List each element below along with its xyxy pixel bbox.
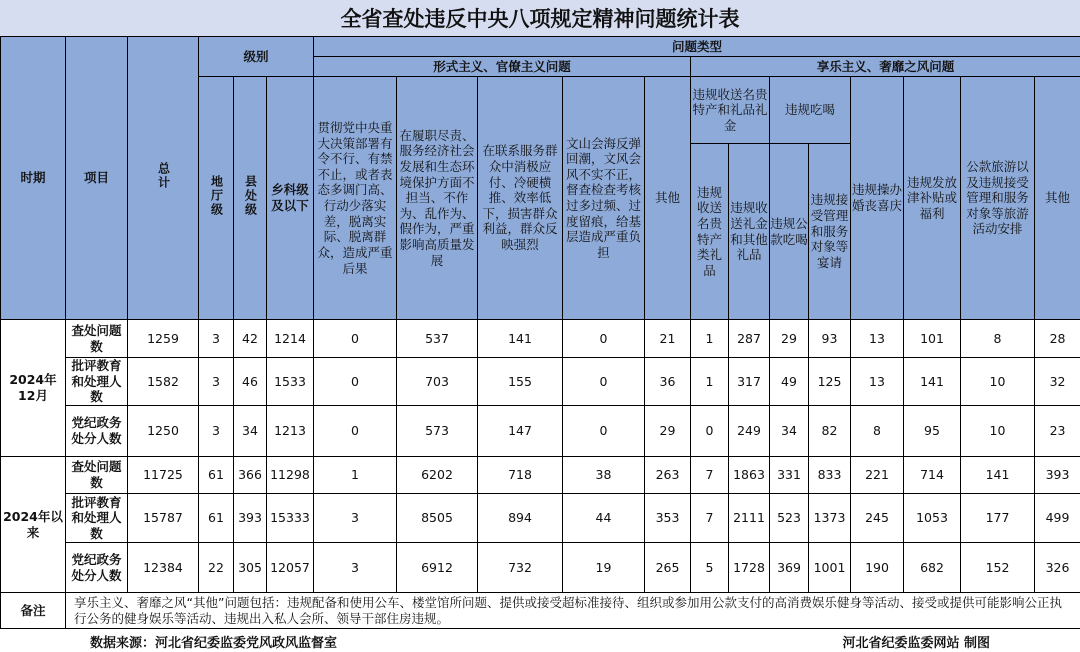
cell: 1728	[729, 543, 770, 593]
header-formalism-other: 其他	[645, 77, 691, 320]
cell: 32	[1035, 358, 1080, 406]
cell: 331	[770, 457, 809, 494]
cell: 718	[478, 457, 563, 494]
cell: 1214	[267, 320, 314, 358]
row-item: 查处问题数	[66, 320, 128, 358]
cell: 682	[904, 543, 961, 593]
cell: 3	[199, 320, 234, 358]
header-gift-cash: 违规收送礼金和其他礼品	[729, 144, 770, 320]
note-row	[1, 593, 1080, 629]
cell: 287	[729, 320, 770, 358]
row-item: 党纪政务处分人数	[66, 543, 128, 593]
table-row	[1, 457, 1080, 494]
cell: 8	[961, 320, 1035, 358]
header-total: 总计	[128, 37, 199, 320]
row-item: 批评教育和处理人数	[66, 494, 128, 543]
cell: 13	[851, 320, 904, 358]
cell: 0	[691, 406, 729, 457]
cell: 8505	[397, 494, 478, 543]
row-item: 查处问题数	[66, 457, 128, 494]
cell: 0	[314, 406, 397, 457]
cell: 1	[691, 358, 729, 406]
cell: 141	[478, 320, 563, 358]
table-row	[1, 358, 1080, 406]
header-hedonism-other: 其他	[1035, 77, 1080, 320]
cell: 1	[691, 320, 729, 358]
cell: 263	[645, 457, 691, 494]
cell: 46	[234, 358, 267, 406]
cell: 13	[851, 358, 904, 406]
header-dining-group: 违规吃喝	[770, 77, 851, 144]
cell: 95	[904, 406, 961, 457]
cell: 190	[851, 543, 904, 593]
cell: 1582	[128, 358, 199, 406]
stats-table	[0, 36, 1080, 629]
cell: 12384	[128, 543, 199, 593]
cell: 147	[478, 406, 563, 457]
row-item: 批评教育和处理人数	[66, 358, 128, 406]
table-row	[1, 543, 1080, 593]
cell: 1259	[128, 320, 199, 358]
cell: 10	[961, 406, 1035, 457]
cell: 101	[904, 320, 961, 358]
cell: 7	[691, 494, 729, 543]
cell: 833	[809, 457, 851, 494]
table-row	[1, 494, 1080, 543]
cell: 0	[314, 358, 397, 406]
cell: 369	[770, 543, 809, 593]
cell: 1053	[904, 494, 961, 543]
header-level-prefecture: 地厅级	[199, 77, 234, 320]
period-label: 2024年12月	[1, 320, 66, 457]
cell: 2111	[729, 494, 770, 543]
footer	[0, 630, 1080, 652]
cell: 3	[199, 358, 234, 406]
cell: 0	[563, 320, 645, 358]
cell: 499	[1035, 494, 1080, 543]
cell: 177	[961, 494, 1035, 543]
cell: 393	[234, 494, 267, 543]
header-formalism-service: 在联系服务群众中消极应付、冷硬横推、效率低下，损害群众利益，群众反映强烈	[478, 77, 563, 320]
cell: 61	[199, 494, 234, 543]
cell: 573	[397, 406, 478, 457]
row-item: 党纪政务处分人数	[66, 406, 128, 457]
header-tourism: 公款旅游以及违规接受管理和服务对象等旅游活动安排	[961, 77, 1035, 320]
cell: 15333	[267, 494, 314, 543]
cell: 152	[961, 543, 1035, 593]
cell: 245	[851, 494, 904, 543]
cell: 1	[314, 457, 397, 494]
cell: 1250	[128, 406, 199, 457]
chart-maker: 河北省纪委监委网站 制图	[842, 635, 990, 651]
cell: 8	[851, 406, 904, 457]
cell: 11725	[128, 457, 199, 494]
cell: 265	[645, 543, 691, 593]
cell: 7	[691, 457, 729, 494]
header-level-county: 县处级	[234, 77, 267, 320]
cell: 1533	[267, 358, 314, 406]
cell: 12057	[267, 543, 314, 593]
cell: 49	[770, 358, 809, 406]
header-dining-banquet: 违规接受管理和服务对象等宴请	[809, 144, 851, 320]
cell: 221	[851, 457, 904, 494]
cell: 326	[1035, 543, 1080, 593]
cell: 1001	[809, 543, 851, 593]
header-dining-public: 违规公款吃喝	[770, 144, 809, 320]
cell: 21	[645, 320, 691, 358]
cell: 29	[770, 320, 809, 358]
page-title: 全省查处违反中央八项规定精神问题统计表	[0, 0, 1080, 37]
cell: 10	[961, 358, 1035, 406]
cell: 732	[478, 543, 563, 593]
cell: 703	[397, 358, 478, 406]
header-formalism-meetings: 文山会海反弹回潮，文风会风不实不正，督查检查考核过多过频、过度留痕，给基层造成严重负担	[563, 77, 645, 320]
cell: 6202	[397, 457, 478, 494]
cell: 1863	[729, 457, 770, 494]
cell: 894	[478, 494, 563, 543]
cell: 38	[563, 457, 645, 494]
note-text: 享乐主义、奢靡之风“其他”问题包括：违规配备和使用公车、楼堂馆所问题、提供或接受超标准接待、组织或参加用公款支付的高消费娱乐健身等活动、接受或提供可能影响公正执行公务的健身娱乐等活动、违规出入私人会所、领导干部住房违规。	[66, 593, 1080, 629]
cell: 3	[314, 543, 397, 593]
cell: 155	[478, 358, 563, 406]
cell: 0	[563, 406, 645, 457]
cell: 3	[314, 494, 397, 543]
header-formalism-decision: 贯彻党中央重大决策部署有令不行、有禁不止，或者表态多调门高、行动少落实差，脱离实际、脱离群众，造成严重后果	[314, 77, 397, 320]
header-hedonism: 享乐主义、奢靡之风问题	[691, 57, 1080, 77]
cell: 34	[234, 406, 267, 457]
cell: 523	[770, 494, 809, 543]
cell: 3	[199, 406, 234, 457]
cell: 15787	[128, 494, 199, 543]
cell: 714	[904, 457, 961, 494]
cell: 353	[645, 494, 691, 543]
cell: 28	[1035, 320, 1080, 358]
cell: 36	[645, 358, 691, 406]
cell: 366	[234, 457, 267, 494]
cell: 0	[563, 358, 645, 406]
cell: 82	[809, 406, 851, 457]
cell: 42	[234, 320, 267, 358]
cell: 22	[199, 543, 234, 593]
cell: 0	[314, 320, 397, 358]
note-label: 备注	[1, 593, 66, 629]
cell: 141	[904, 358, 961, 406]
cell: 5	[691, 543, 729, 593]
header-formalism-duty: 在履职尽责、服务经济社会发展和生态环境保护方面不担当、不作为、乱作为、假作为，严重影响高质量发展	[397, 77, 478, 320]
cell: 23	[1035, 406, 1080, 457]
header-problem-type: 问题类型	[314, 37, 1080, 57]
header-level: 级别	[199, 37, 314, 77]
header-gift-group: 违规收送名贵特产和礼品礼金	[691, 77, 770, 144]
header-allowances: 违规发放津补贴或福利	[904, 77, 961, 320]
cell: 44	[563, 494, 645, 543]
cell: 61	[199, 457, 234, 494]
period-label: 2024年以来	[1, 457, 66, 593]
header-gift-specialty: 违规收送名贵特产类礼品	[691, 144, 729, 320]
cell: 249	[729, 406, 770, 457]
cell: 29	[645, 406, 691, 457]
cell: 6912	[397, 543, 478, 593]
cell: 537	[397, 320, 478, 358]
cell: 11298	[267, 457, 314, 494]
header-formalism: 形式主义、官僚主义问题	[314, 57, 691, 77]
data-source: 数据来源：河北省纪委监委党风政风监督室	[90, 635, 338, 651]
cell: 141	[961, 457, 1035, 494]
header-level-township: 乡科级及以下	[267, 77, 314, 320]
cell: 1213	[267, 406, 314, 457]
cell: 19	[563, 543, 645, 593]
cell: 1373	[809, 494, 851, 543]
header-weddings: 违规操办婚丧喜庆	[851, 77, 904, 320]
cell: 125	[809, 358, 851, 406]
table-row	[1, 406, 1080, 457]
header-period: 时期	[1, 37, 66, 320]
header-item: 项目	[66, 37, 128, 320]
cell: 317	[729, 358, 770, 406]
cell: 393	[1035, 457, 1080, 494]
cell: 305	[234, 543, 267, 593]
cell: 34	[770, 406, 809, 457]
cell: 93	[809, 320, 851, 358]
table-row	[1, 320, 1080, 358]
